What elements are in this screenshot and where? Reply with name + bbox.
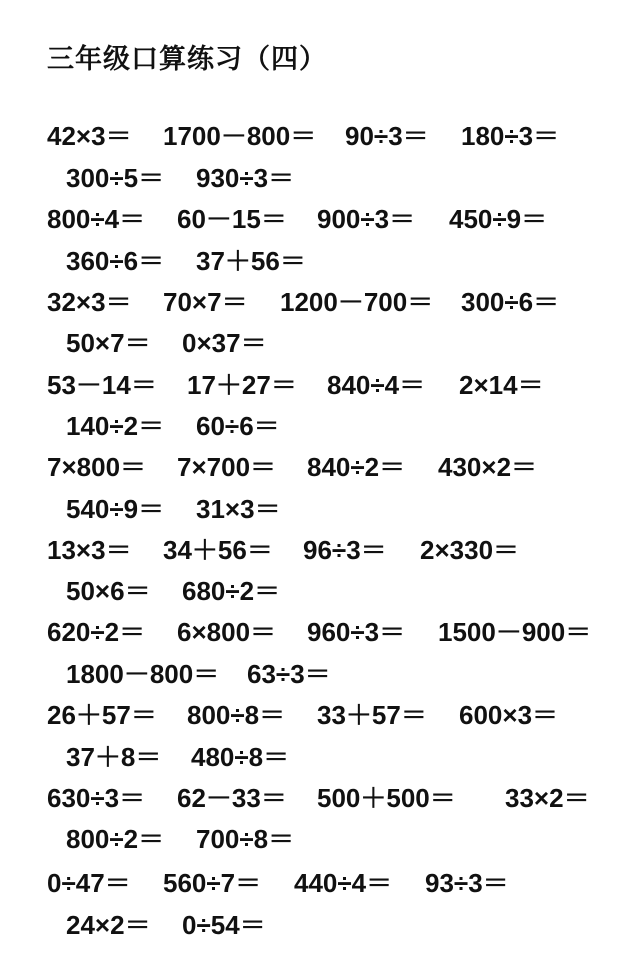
math-problem: 360÷6＝ <box>66 246 165 276</box>
math-problem: 620÷2＝ <box>47 617 146 647</box>
math-problem: 32×3＝ <box>47 287 132 317</box>
math-problem: 60÷6＝ <box>196 411 280 441</box>
math-problem: 300÷5＝ <box>66 163 165 193</box>
math-problem: 37＋8＝ <box>66 742 162 772</box>
math-problem: 17＋27＝ <box>187 370 297 400</box>
math-problem: 0×37＝ <box>182 328 267 358</box>
math-problem: 96÷3＝ <box>303 535 387 565</box>
math-problem: 34＋56＝ <box>163 535 273 565</box>
math-problem: 93÷3＝ <box>425 868 509 898</box>
math-problem: 62－33＝ <box>177 783 287 813</box>
math-problem: 26＋57＝ <box>47 700 157 730</box>
math-problem: 500＋500＝ <box>317 783 456 813</box>
math-problem: 680÷2＝ <box>182 576 281 606</box>
math-problem: 50×7＝ <box>66 328 151 358</box>
math-problem: 53－14＝ <box>47 370 157 400</box>
math-problem: 800÷8＝ <box>187 700 286 730</box>
math-problem: 7×800＝ <box>47 452 147 482</box>
math-problem: 430×2＝ <box>438 452 538 482</box>
math-problem: 90÷3＝ <box>345 121 429 151</box>
math-problem: 7×700＝ <box>177 452 277 482</box>
math-problem: 1500－900＝ <box>438 617 592 647</box>
math-problem: 180÷3＝ <box>461 121 560 151</box>
math-problem: 0÷47＝ <box>47 868 131 898</box>
math-problem: 70×7＝ <box>163 287 248 317</box>
math-problem: 930÷3＝ <box>196 163 295 193</box>
math-problem: 140÷2＝ <box>66 411 165 441</box>
math-problem: 1700－800＝ <box>163 121 317 151</box>
math-problem: 0÷54＝ <box>182 910 266 940</box>
math-problem: 33＋57＝ <box>317 700 427 730</box>
math-problem: 800÷2＝ <box>66 824 165 854</box>
math-problem: 840÷2＝ <box>307 452 406 482</box>
math-problem: 960÷3＝ <box>307 617 406 647</box>
math-problem: 700÷8＝ <box>196 824 295 854</box>
math-problem: 900÷3＝ <box>317 204 416 234</box>
worksheet-title: 三年级口算练习（四） <box>47 44 327 75</box>
math-problem: 540÷9＝ <box>66 494 165 524</box>
math-problem: 37＋56＝ <box>196 246 306 276</box>
math-problem: 630÷3＝ <box>47 783 146 813</box>
math-problem: 2×330＝ <box>420 535 520 565</box>
math-problem: 6×800＝ <box>177 617 277 647</box>
math-problem: 2×14＝ <box>459 370 544 400</box>
math-problem: 42×3＝ <box>47 121 132 151</box>
math-problem: 1200－700＝ <box>280 287 434 317</box>
math-problem: 60－15＝ <box>177 204 287 234</box>
math-problem: 31×3＝ <box>196 494 281 524</box>
math-problem: 33×2＝ <box>505 783 590 813</box>
math-problem: 63÷3＝ <box>247 659 331 689</box>
math-problem: 450÷9＝ <box>449 204 548 234</box>
math-problem: 600×3＝ <box>459 700 559 730</box>
math-problem: 50×6＝ <box>66 576 151 606</box>
math-problem: 300÷6＝ <box>461 287 560 317</box>
math-problem: 480÷8＝ <box>191 742 290 772</box>
math-problem: 560÷7＝ <box>163 868 262 898</box>
math-problem: 440÷4＝ <box>294 868 393 898</box>
math-problem: 840÷4＝ <box>327 370 426 400</box>
math-problem: 13×3＝ <box>47 535 132 565</box>
math-problem: 1800－800＝ <box>66 659 220 689</box>
math-problem: 24×2＝ <box>66 910 151 940</box>
math-problem: 800÷4＝ <box>47 204 146 234</box>
